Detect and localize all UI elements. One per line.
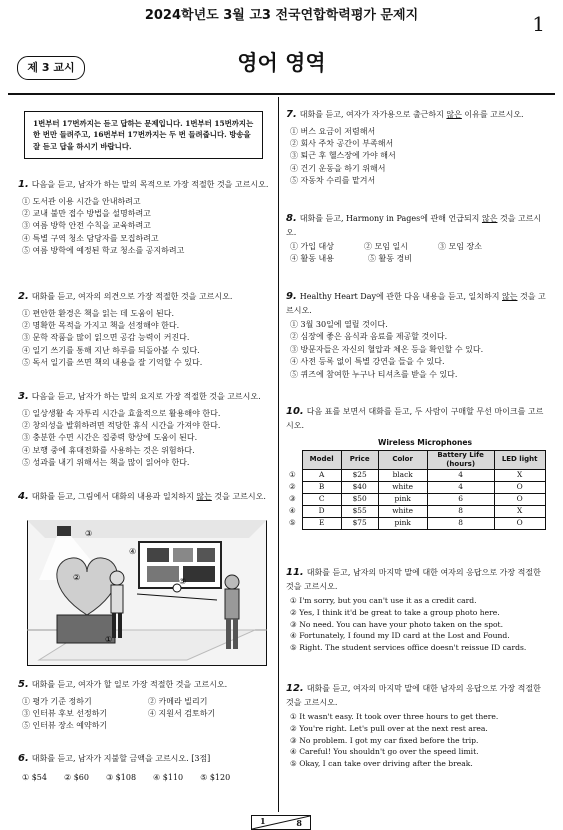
cell-model: B	[302, 481, 341, 493]
negation-underline: 않는	[196, 492, 212, 501]
page-number: 1	[532, 12, 545, 36]
option-3[interactable]: ③ No problem. I got my car fixed before the trip.	[290, 735, 479, 745]
visitor-body	[111, 585, 123, 613]
option-3[interactable]: ③ 충분한 수면 시간은 집중력 향상에 도움이 된다.	[22, 433, 198, 443]
current-page: 1	[260, 816, 266, 826]
option-2[interactable]: ② You're right. Let's pull over at the next rest area.	[290, 723, 488, 733]
column-header: LED light	[494, 450, 545, 469]
cell-battery: 6	[427, 493, 494, 505]
option-5[interactable]: ⑤ Right. The student services office doesn't reissue ID cards.	[290, 643, 527, 653]
cell-color: white	[378, 481, 427, 493]
question-number: 3.	[18, 391, 29, 402]
row-choice[interactable]: ②	[289, 482, 296, 492]
option-1[interactable]: ① 도서관 이용 시간을 안내하려고	[22, 196, 141, 206]
cell-battery: 8	[427, 505, 494, 517]
negation-underline: 않은	[446, 110, 462, 119]
listening-notice: 1번부터 17번까지는 듣고 답하는 문제입니다. 1번부터 15번까지는 한 번만 들려주고, 16번부터 17번까지는 두 번 들려줍니다. 방송을 잘 듣고 답을 하시기 바랍니다.	[24, 111, 263, 159]
painting-block	[197, 548, 215, 562]
question-stem: 다음을 듣고, 남자가 하는 말의 목적으로 가장 적절한 것을 고르시오.	[31, 180, 269, 189]
row-choice[interactable]: ④	[289, 506, 296, 516]
question-stem: 다음 표를 보면서 대화를 듣고, 두 사람이 구매할 무선 마이크를 고르시오.	[286, 407, 544, 430]
cell-price: $40	[341, 481, 378, 493]
question-number: 7.	[286, 109, 297, 120]
column-divider	[278, 97, 279, 812]
column-header: Battery Life (hours)	[427, 450, 494, 469]
option-5[interactable]: ⑤ 성과를 내기 위해서는 책을 많이 읽어야 한다.	[22, 458, 190, 468]
question-number: 5.	[18, 679, 29, 690]
option-4[interactable]: ④ 활동 내용	[290, 254, 334, 264]
cell-battery: 4	[427, 469, 494, 481]
option-3[interactable]: ③ 모임 장소	[438, 242, 482, 252]
row-choice[interactable]: ③	[289, 494, 296, 504]
question-stem: 대화를 듣고, 여자의 의견으로 가장 적절한 것을 고르시오.	[31, 292, 233, 301]
question-stem: Healthy Heart Day에 관한 다음 내용을 듣고, 일치하지	[299, 292, 502, 301]
question-7	[286, 108, 548, 187]
painting-block	[173, 548, 193, 562]
option-3[interactable]: ③ No need. You can have your photo taken on the spot.	[290, 619, 504, 629]
option-4[interactable]: ④ 지원서 검토하기	[148, 708, 216, 718]
question-stem: 대화를 듣고, 남자의 마지막 말에 대한 여자의 응답으로 가장 적절한 것을 고르시오.	[286, 568, 541, 591]
question-stem: 대화를 듣고, 여자가 자가용으로 출근하지	[299, 110, 447, 119]
option-4[interactable]: ④ 일기 쓰기를 통해 지난 하루를 되돌아볼 수 있다.	[22, 345, 200, 355]
option-4[interactable]: ④ 보행 중에 휴대전화를 사용하는 것은 위험하다.	[22, 445, 195, 455]
cell-color: pink	[378, 493, 427, 505]
question-stem: 대화를 듣고, 여자가 할 일로 가장 적절한 것을 고르시오.	[31, 680, 228, 689]
negation-underline: 않는	[502, 292, 518, 301]
table-row[interactable]	[286, 505, 545, 517]
option-3[interactable]: ③ 방문자들은 자신의 혈압과 체온 등을 확인할 수 있다.	[290, 344, 484, 354]
question-stem: 대화를 듣고, 여자의 마지막 말에 대한 남자의 응답으로 가장 적절한 것을 고르시오.	[286, 684, 541, 707]
table-corner	[286, 450, 302, 469]
cell-color: white	[378, 505, 427, 517]
question-stem-end: 것을 고르시오.	[286, 292, 546, 315]
option-1[interactable]: ① 평가 기준 정하기	[22, 696, 92, 706]
question-9	[286, 290, 548, 381]
cell-battery: 4	[427, 481, 494, 493]
question-stem-end: 것을 고르시오.	[286, 214, 542, 237]
spotlight-icon	[57, 526, 71, 536]
negation-underline: 않은	[481, 214, 498, 223]
table-row[interactable]	[286, 481, 545, 493]
option-3[interactable]: ③ 여름 방학 안전 수칙을 교육하려고	[22, 221, 151, 231]
table-row[interactable]	[286, 517, 545, 529]
option-1[interactable]: ① I'm sorry, but you can't use it as a credit card.	[290, 596, 477, 606]
option-5[interactable]: ⑤ 인터뷰 장소 예약하기	[22, 721, 108, 731]
table-row[interactable]	[286, 469, 545, 481]
cell-led: X	[494, 505, 545, 517]
cell-model: A	[302, 469, 341, 481]
column-header: Model	[302, 450, 341, 469]
question-number: 12.	[286, 683, 304, 694]
option-5[interactable]: ⑤ $120	[200, 772, 231, 782]
question-5	[18, 678, 270, 733]
row-choice[interactable]: ⑤	[289, 518, 296, 528]
option-5[interactable]: ⑤ 자동차 수리를 맡겨서	[290, 176, 376, 186]
option-4[interactable]: ④ 건기 운동을 하기 위해서	[290, 163, 386, 173]
option-2[interactable]: ② 창의성을 발휘하려면 적당한 휴식 시간을 가져야 한다.	[22, 420, 221, 430]
painting-block	[183, 566, 215, 582]
option-3[interactable]: ③ 문학 작품을 많이 읽으면 공감 능력이 커진다.	[22, 333, 190, 343]
option-5[interactable]: ⑤ 독서 일기를 쓰면 책의 내용을 잘 기억할 수 있다.	[22, 358, 203, 368]
option-1[interactable]: ① 일상생활 속 자투리 시간을 효율적으로 활용해야 한다.	[22, 408, 221, 418]
question-number: 2.	[18, 291, 29, 302]
option-4[interactable]: ④ 사전 등록 없이 특별 강연을 들을 수 있다.	[290, 357, 445, 367]
option-4[interactable]: ④ Careful! You shouldn't go over the speed limit.	[290, 747, 479, 757]
option-2[interactable]: ② 모임 일시	[364, 242, 408, 252]
option-1[interactable]: ① It wasn't easy. It took over three hours to get there.	[290, 712, 499, 722]
option-1[interactable]: ① $54	[22, 772, 47, 782]
question-8	[286, 212, 548, 266]
painting-block	[147, 566, 179, 582]
subject-title: 영어 영역	[237, 51, 326, 75]
visitor-head	[110, 571, 124, 585]
cell-led: O	[494, 517, 545, 529]
cell-price: $50	[341, 493, 378, 505]
option-5[interactable]: ⑤ 여름 방학에 예정된 학교 청소를 공지하려고	[22, 246, 185, 256]
question-stem-end: 이유를 고르시오.	[461, 110, 524, 119]
header-rule	[8, 93, 555, 95]
option-1[interactable]: ① 3월 30일에 열릴 것이다.	[290, 320, 388, 330]
option-2[interactable]: ② 교내 불만 접수 방법을 설명하려고	[22, 208, 151, 218]
question-stem: 대화를 듣고, 그림에서 대화의 내용과 일치하지	[31, 492, 197, 501]
question-number: 10.	[286, 406, 304, 417]
cell-led: X	[494, 469, 545, 481]
cell-model: D	[302, 505, 341, 517]
option-2[interactable]: ② 카메라 빌리기	[148, 696, 208, 706]
option-5[interactable]: ⑤ 활동 경비	[368, 254, 412, 264]
option-5[interactable]: ⑤ Okay, I can take over driving after the break.	[290, 759, 473, 769]
question-number: 4.	[18, 491, 29, 502]
column-header: Price	[341, 450, 378, 469]
option-3[interactable]: ③ $108	[105, 772, 137, 782]
option-4[interactable]: ④ $110	[153, 772, 184, 782]
picture-label-2: ②	[73, 573, 81, 582]
room-illustration	[27, 520, 267, 666]
column-header: Color	[378, 450, 427, 469]
table-row[interactable]	[286, 493, 545, 505]
question-6	[18, 752, 270, 784]
option-2[interactable]: ② 회사 주차 공간이 부족해서	[290, 138, 394, 148]
cell-color: black	[378, 469, 427, 481]
option-3[interactable]: ③ 퇴근 후 헬스장에 가야 해서	[290, 151, 396, 161]
picture-label-4: ④	[129, 547, 137, 556]
row-choice[interactable]: ①	[289, 470, 296, 480]
microphone-table	[286, 450, 546, 530]
option-4[interactable]: ④ Fortunately, I found my ID card at the Lost and Found.	[290, 631, 510, 641]
question-10	[286, 405, 548, 530]
cell-led: O	[494, 481, 545, 493]
picture-label-1: ①	[105, 635, 113, 644]
option-2[interactable]: ② 명확한 목적을 가지고 책을 선정해야 한다.	[22, 320, 180, 330]
total-pages: 8	[296, 818, 302, 828]
option-5[interactable]: ⑤ 퀴즈에 참여한 누구나 티셔츠를 받을 수 있다.	[290, 369, 458, 379]
question-3	[18, 390, 270, 469]
table-header-row	[286, 450, 545, 469]
cell-price: $55	[341, 505, 378, 517]
cell-led: O	[494, 493, 545, 505]
table-title: Wireless Microphones	[377, 438, 473, 448]
question-number: 11.	[286, 567, 304, 578]
question-number: 9.	[286, 291, 297, 302]
question-4	[18, 490, 270, 505]
option-1[interactable]: ① 가입 대상	[290, 242, 334, 252]
question-number: 6.	[18, 753, 29, 764]
option-1[interactable]: ① 편안한 환경은 책을 읽는 데 도움이 된다.	[22, 308, 174, 318]
question-1	[18, 178, 270, 257]
option-2[interactable]: ② 심장에 좋은 음식과 음료를 제공할 것이다.	[290, 332, 448, 342]
picture-label-3: ③	[85, 529, 93, 538]
question-number: 1.	[18, 179, 29, 190]
question-stem: 다음을 듣고, 남자가 하는 말의 요지로 가장 적절한 것을 고르시오.	[31, 392, 261, 401]
question-number: 8.	[286, 213, 297, 224]
cell-color: pink	[378, 517, 427, 529]
cell-model: C	[302, 493, 341, 505]
question-stem-end: 것을 고르시오.	[211, 492, 266, 501]
question-12	[286, 682, 548, 770]
visitor-leg	[118, 613, 122, 638]
question-11	[286, 566, 548, 654]
cell-model: E	[302, 517, 341, 529]
option-1[interactable]: ① 버스 요금이 저렴해서	[290, 126, 376, 136]
option-2[interactable]: ② $60	[63, 772, 89, 782]
question-stem: 대화를 듣고, 남자가 지불할 금액을 고르시오. [3점]	[31, 754, 211, 763]
option-2[interactable]: ② Yes, I think it'd be great to take a group photo here.	[290, 607, 500, 617]
exam-title: 2024학년도 3월 고3 전국연합학력평가 문제지	[144, 8, 419, 23]
painting-block	[147, 548, 169, 562]
page-counter	[251, 815, 311, 830]
visitor-head	[225, 575, 239, 589]
cell-price: $25	[341, 469, 378, 481]
option-3[interactable]: ③ 인터뷰 후보 선정하기	[22, 708, 108, 718]
session-badge: 제 3 교시	[17, 56, 85, 80]
cell-price: $75	[341, 517, 378, 529]
visitor-leg	[233, 619, 238, 649]
cell-battery: 8	[427, 517, 494, 529]
option-4[interactable]: ④ 특별 구역 청소 담당자를 모집하려고	[22, 233, 159, 243]
picture-label-5: ⑤	[179, 577, 187, 586]
visitor-body	[225, 589, 239, 619]
visitor-leg	[226, 619, 231, 649]
visitor-leg	[112, 613, 116, 638]
question-stem: 대화를 듣고, Harmony in Pages에 관해 언급되지	[299, 214, 482, 223]
question-2	[18, 290, 270, 369]
